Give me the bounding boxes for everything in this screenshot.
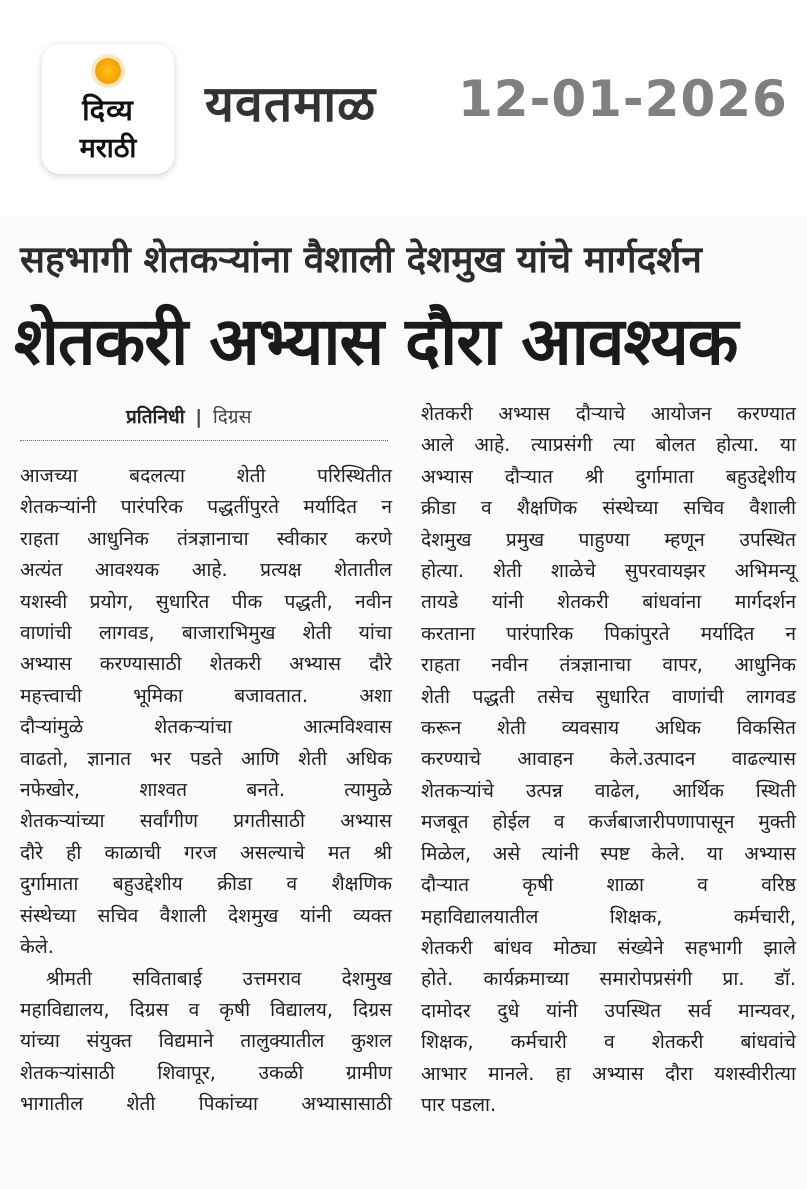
article-kicker: सहभागी शेतकऱ्यांना वैशाली देशमुख यांचे मार्गदर्शन — [20, 238, 702, 281]
text-line: मिळेल, असे त्यांनी स्पष्ट केले. या अभ्यास — [421, 841, 796, 865]
text-line: करून शेती व्यवसाय अधिक विकसित — [421, 716, 796, 740]
text-line: अत्यंत आवश्यक आहे. प्रत्यक्ष शेतातील — [20, 558, 392, 582]
text-line: होते. कार्यक्रमाच्या समारोपप्रसंगी प्रा. डॉ. — [421, 967, 796, 991]
text-line: शेतकरी अभ्यास दौऱ्याचे आयोजन करण्यात — [421, 402, 796, 425]
text-line: आजच्या बदलत्या शेती परिस्थितीत — [20, 464, 392, 487]
page-header — [0, 0, 807, 200]
text-line: शिक्षक, कर्मचारी व शेतकरी बांधवांचे — [421, 1030, 796, 1054]
article-column-2 — [421, 398, 796, 1120]
text-line: वाढतो, ज्ञानात भर पडते आणि शेती अधिक — [20, 746, 392, 770]
byline — [126, 403, 251, 429]
article-column-1 — [20, 460, 392, 1120]
byline-divider — [20, 440, 388, 441]
text-line: संस्थेच्या सचिव वैशाली देशमुख यांनी व्यक्त — [20, 903, 392, 927]
text-line: दामोदर दुधे यांनी उपस्थित सर्व मान्यवर, — [421, 998, 796, 1022]
text-line: यशस्वी प्रयोग, सुधारित पीक पद्धती, नवीन — [20, 589, 392, 613]
text-line: केले. — [20, 935, 54, 959]
sun-logo-icon — [95, 58, 121, 84]
logo-line-2: मराठी — [79, 133, 137, 164]
text-line: दुर्गामाता बहुउद्देशीय क्रीडा व शैक्षणिक — [20, 872, 392, 896]
paragraph-2 — [20, 963, 392, 1120]
text-line: शेतकरी बांधव मोठ्या संख्येने सहभागी झाले — [421, 935, 796, 959]
text-line: महाविद्यालयातील शिक्षक, कर्मचारी, — [421, 904, 796, 928]
byline-place: दिग्रस — [212, 406, 252, 428]
divya-marathi-logo — [42, 44, 174, 174]
edition-city: यवतमाळ — [205, 75, 377, 133]
text-line: महत्त्वाची भूमिका बजावतात. अशा — [20, 683, 392, 707]
text-line: महाविद्यालय, दिग्रस व कृषी विद्यालय, दिग्रस — [20, 997, 392, 1021]
text-line: तायडे यांनी शेतकरी बांधवांना मार्गदर्शन — [421, 590, 796, 614]
text-line: होत्या. शेती शाळेचे सुपरवायझर अभिमन्यू — [421, 559, 796, 583]
text-line: यांच्या संयुक्त विद्यमाने तालुक्यातील कुशल — [20, 1029, 392, 1053]
byline-author: प्रतिनिधी — [126, 406, 185, 428]
paragraph-1 — [20, 460, 392, 963]
text-line: करण्याचे आवाहन केले.उत्पादन वाढल्यास — [421, 747, 796, 771]
text-line: शेतकऱ्यांचे उत्पन्न वाढेल, आर्थिक स्थिती — [421, 778, 796, 802]
text-line: वाणांची लागवड, बाजाराभिमुख शेती यांचा — [20, 621, 392, 645]
text-line: करताना पारंपारिक पिकांपुरते मर्यादित न — [421, 621, 796, 645]
text-line: श्रीमती सविताबाई उत्तमराव देशमुख — [46, 966, 392, 990]
byline-separator: | — [195, 406, 203, 428]
text-line: राहता आधुनिक तंत्रज्ञानाचा स्वीकार करणे — [20, 526, 392, 550]
logo-line-1: दिव्य — [82, 93, 134, 127]
text-line: पार पडला. — [421, 1092, 497, 1116]
text-line: नफेखोर, शाश्वत बनते. त्यामुळे — [20, 778, 392, 802]
text-line: भागातील शेती पिकांच्या अभ्यासासाठी — [20, 1092, 392, 1116]
text-line: राहता नवीन तंत्रज्ञानाचा वापर, आधुनिक — [421, 653, 796, 677]
text-line: शेतकऱ्यांसाठी शिवापूर, उकळी ग्रामीण — [20, 1060, 392, 1084]
edition-date: 12-01-2026 — [458, 70, 788, 128]
text-line: दौऱ्यात कृषी शाळा व वरिष्ठ — [421, 873, 796, 897]
text-line: अभ्यास दौऱ्यात श्री दुर्गामाता बहुउद्देशीय — [421, 464, 796, 488]
text-line: क्रीडा व शैक्षणिक संस्थेच्या सचिव वैशाली — [421, 496, 796, 520]
text-line: शेतकऱ्यांच्या सर्वांगीण प्रगतीसाठी अभ्यास — [20, 809, 392, 833]
text-line: दौरे ही काळाची गरज असल्याचे मत श्री — [20, 840, 392, 864]
text-line: शेतकऱ्यांनी पारंपरिक पद्धतींपुरते मर्यादित न — [20, 495, 392, 519]
article-headline: शेतकरी अभ्यास दौरा आवश्यक — [14, 303, 738, 380]
text-line: आभार मानले. हा अभ्यास दौरा यशस्वीरीत्या — [421, 1061, 796, 1085]
text-line: अभ्यास करण्यासाठी शेतकरी अभ्यास दौरे — [20, 652, 392, 676]
text-line: शेती पद्धती तसेच सुधारित वाणांची लागवड — [421, 684, 796, 708]
text-line: दौऱ्यांमुळे शेतकऱ्यांचा आत्मविश्वास — [20, 715, 392, 739]
text-line: देशमुख प्रमुख पाहुण्या म्हणून उपस्थित — [421, 527, 796, 551]
text-line: मजबूत होईल व कर्जबाजारीपणापासून मुक्ती — [421, 810, 796, 834]
text-line: आले आहे. त्याप्रसंगी त्या बोलत होत्या. या — [421, 433, 796, 457]
